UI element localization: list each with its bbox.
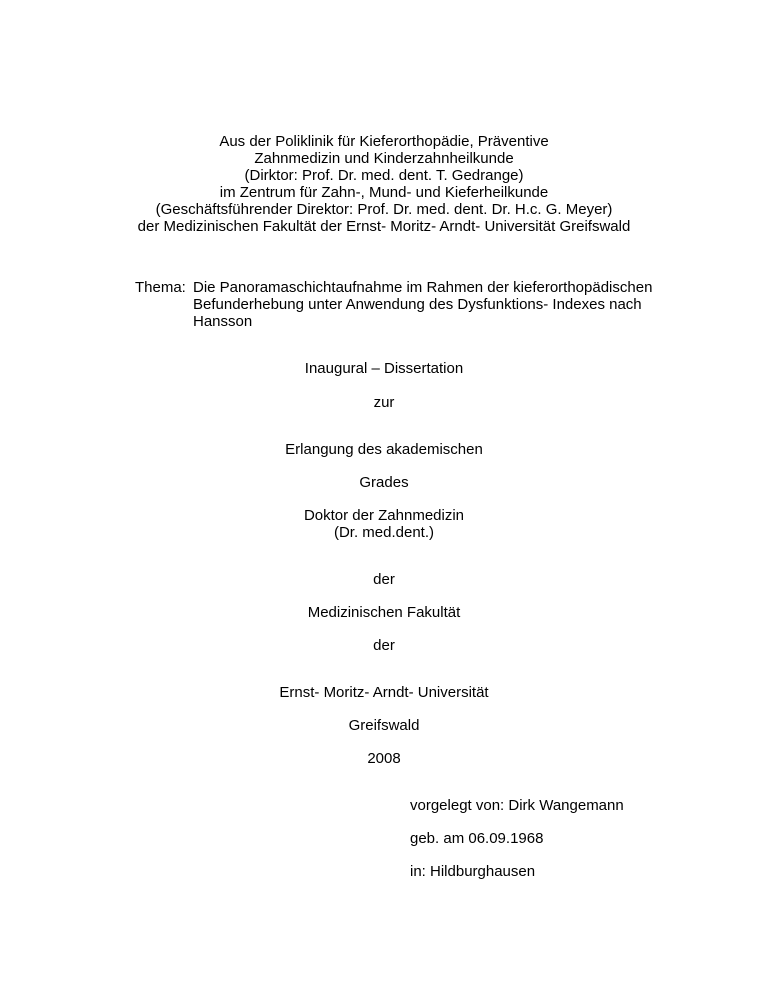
header-line: (Geschäftsführender Direktor: Prof. Dr. med. dent. Dr. H.c. G. Meyer)	[155, 201, 613, 218]
zur-text: zur	[373, 394, 395, 411]
der-text: der	[373, 571, 395, 588]
city-name: Greifswald	[348, 717, 420, 734]
header-line: (Dirktor: Prof. Dr. med. dent. T. Gedrange)	[244, 167, 524, 184]
institution-header	[0, 133, 768, 235]
topic-text	[193, 279, 652, 330]
grades-text: Grades	[359, 474, 409, 491]
author-birthplace: in: Hildburghausen	[410, 863, 536, 880]
degree-abbreviation: (Dr. med.dent.)	[333, 524, 435, 541]
der-text: der	[373, 637, 395, 654]
header-line: der Medizinischen Fakultät der Ernst- Moritz- Arndt- Universität Greifswald	[137, 218, 631, 235]
university-name: Ernst- Moritz- Arndt- Universität	[279, 684, 489, 701]
author-birthdate: geb. am 06.09.1968	[410, 830, 544, 847]
degree-name: Doktor der Zahnmedizin	[303, 507, 465, 524]
topic-line: Die Panoramaschichtaufnahme im Rahmen der kieferorthopädischen	[193, 279, 653, 296]
author-name: vorgelegt von: Dirk Wangemann	[410, 797, 624, 814]
topic-label: Thema:	[135, 279, 186, 296]
faculty-name: Medizinischen Fakultät	[307, 604, 461, 621]
topic-line: Befunderhebung unter Anwendung des Dysfunktions- Indexes nach	[193, 296, 642, 313]
erlangung-text: Erlangung des akademischen	[285, 441, 483, 458]
header-line: Aus der Poliklinik für Kieferorthopädie, Präventive	[219, 133, 549, 150]
header-line: Zahnmedizin und Kinderzahnheilkunde	[254, 150, 514, 167]
year-text: 2008	[367, 750, 401, 767]
header-line: im Zentrum für Zahn-, Mund- und Kieferheilkunde	[219, 184, 549, 201]
topic-line: Hansson	[193, 313, 253, 330]
dissertation-title: Inaugural – Dissertation	[304, 360, 464, 377]
